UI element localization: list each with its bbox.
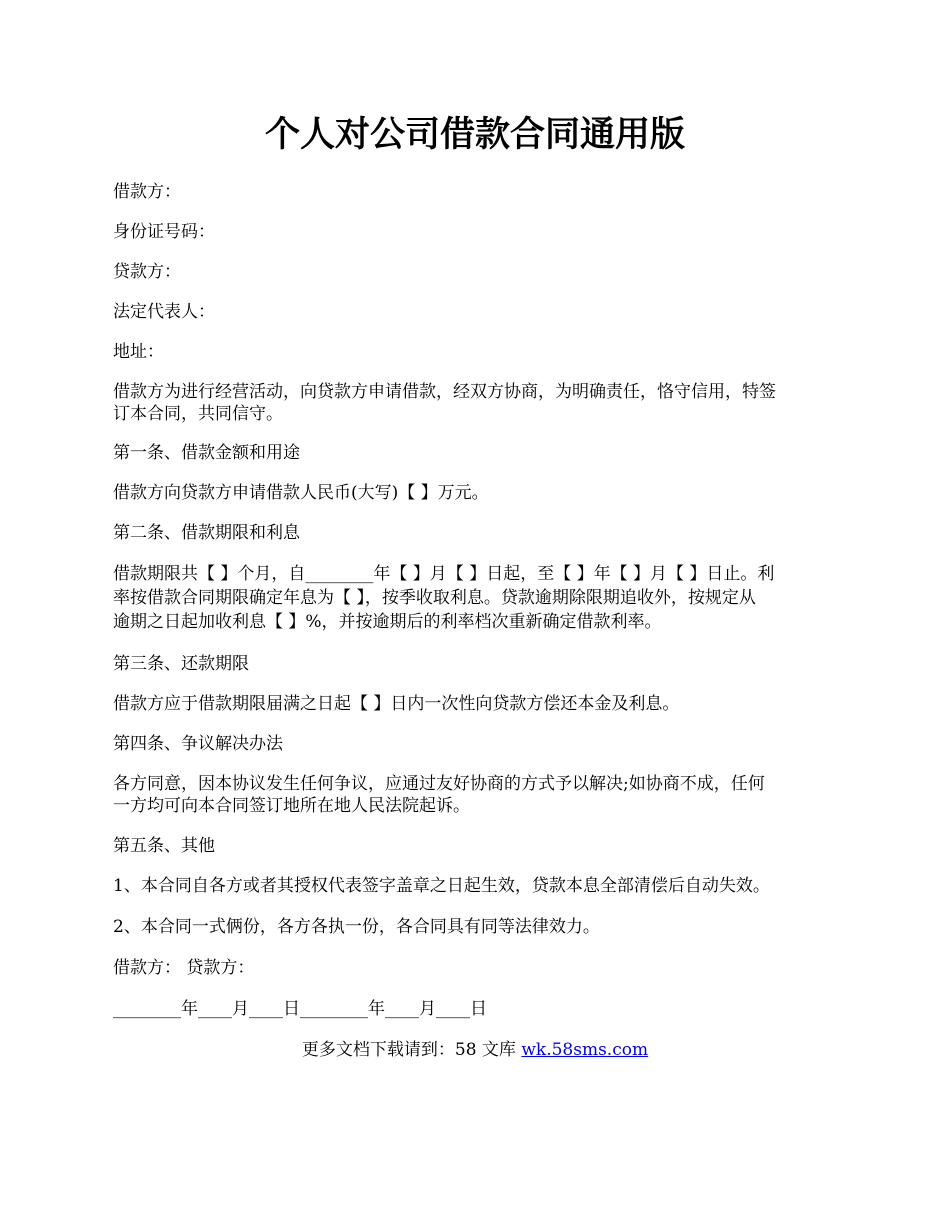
article-4-line-1: 各方同意，因本协议发生任何争议，应通过友好协商的方式予以解决;如协商不成，任何 xyxy=(113,774,765,794)
lender-field: 贷款方： xyxy=(113,262,181,282)
id-number-field: 身份证号码： xyxy=(113,222,215,242)
document-title: 个人对公司借款合同通用版 xyxy=(264,114,685,155)
article-4-heading: 第四条、争议解决办法 xyxy=(113,734,283,754)
preamble-line-1: 借款方为进行经营活动，向贷款方申请借款，经双方协商，为明确责任，恪守信用，特签 xyxy=(113,382,776,402)
article-3-text: 借款方应于借款期限届满之日起【 】日内一次性向贷款方偿还本金及利息。 xyxy=(113,694,680,714)
date-line: ________年____月____日________年____月____日 xyxy=(113,999,487,1019)
article-3-heading: 第三条、还款期限 xyxy=(113,654,249,674)
preamble-line-2: 订本合同，共同信守。 xyxy=(113,404,283,424)
article-1-text: 借款方向贷款方申请借款人民币(大写)【 】万元。 xyxy=(113,483,489,503)
legal-rep-field: 法定代表人： xyxy=(113,302,215,322)
article-2-line-2: 率按借款合同期限确定年息为【 】，按季收取利息。贷款逾期除限期追收外，按规定从 xyxy=(113,588,756,608)
address-field: 地址： xyxy=(113,342,164,362)
footer-link[interactable]: wk.58sms.com xyxy=(521,1040,649,1060)
footer xyxy=(0,1039,950,1061)
article-5-item-2: 2、本合同一式俩份，各方各执一份，各合同具有同等法律效力。 xyxy=(113,917,600,937)
borrower-field: 借款方： xyxy=(113,182,181,202)
article-1-heading: 第一条、借款金额和用途 xyxy=(113,443,300,463)
article-2-heading: 第二条、借款期限和利息 xyxy=(113,523,300,543)
article-4-line-2: 一方均可向本合同签订地所在地人民法院起诉。 xyxy=(113,796,470,816)
article-2-line-3: 逾期之日起加收利息【 】%，并按逾期后的利率档次重新确定借款利率。 xyxy=(113,612,662,632)
footer-text: 更多文档下载请到：58 文库 xyxy=(301,1040,522,1060)
article-5-heading: 第五条、其他 xyxy=(113,836,215,856)
article-2-line-1: 借款期限共【 】个月，自________年【 】月【 】日起，至【 】年【 】月【 】日止。利 xyxy=(113,564,775,584)
article-5-item-1: 1、本合同自各方或者其授权代表签字盖章之日起生效，贷款本息全部清偿后自动失效。 xyxy=(113,876,770,896)
signature-line: 借款方： 贷款方： xyxy=(113,958,255,978)
